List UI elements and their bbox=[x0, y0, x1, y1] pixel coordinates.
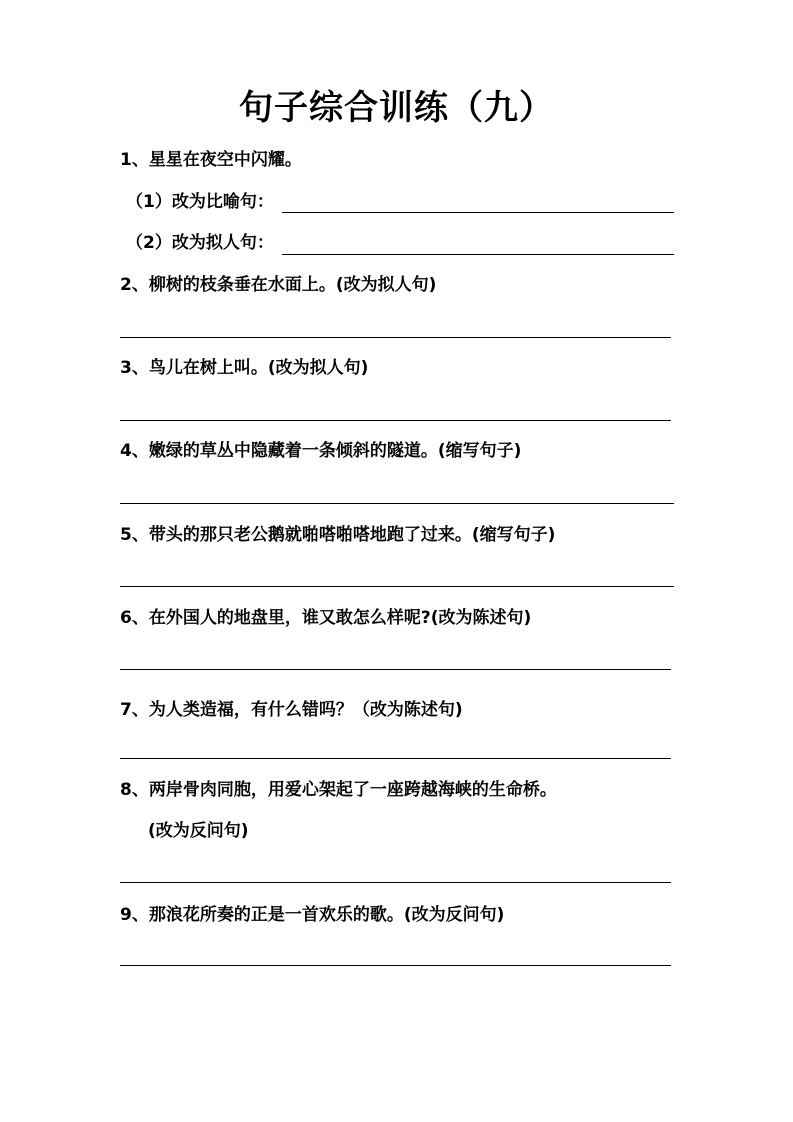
question-3: 3、鸟儿在树上叫。(改为拟人句) bbox=[120, 358, 369, 378]
question-1-part-1-answer-line[interactable] bbox=[282, 212, 674, 213]
question-6: 6、在外国人的地盘里，谁又敢怎么样呢?(改为陈述句) bbox=[120, 608, 532, 628]
question-5: 5、带头的那只老公鹅就啪嗒啪嗒地跑了过来。(缩写句子) bbox=[120, 525, 556, 545]
question-9: 9、那浪花所奏的正是一首欢乐的歌。(改为反问句) bbox=[120, 905, 505, 925]
question-1-part-2-label: （2）改为拟人句： bbox=[126, 233, 274, 253]
question-5-answer-line[interactable] bbox=[120, 586, 674, 587]
page-title: 句子综合训练（九） bbox=[239, 88, 554, 128]
question-1-part-1-label: （1）改为比喻句： bbox=[126, 192, 274, 212]
question-1-part-2-answer-line[interactable] bbox=[282, 254, 674, 255]
question-6-answer-line[interactable] bbox=[120, 669, 671, 670]
question-4-answer-line[interactable] bbox=[120, 503, 674, 504]
question-1: 1、星星在夜空中闪耀。 bbox=[120, 150, 302, 170]
question-3-answer-line[interactable] bbox=[120, 420, 671, 421]
question-4: 4、嫩绿的草丛中隐藏着一条倾斜的隧道。(缩写句子) bbox=[120, 441, 522, 461]
question-7: 7、为人类造福，有什么错吗？（改为陈述句) bbox=[120, 700, 463, 720]
question-8-instruction: (改为反问句) bbox=[148, 821, 249, 841]
question-2-answer-line[interactable] bbox=[120, 337, 671, 338]
question-8: 8、两岸骨肉同胞，用爱心架起了一座跨越海峡的生命桥。 bbox=[120, 780, 557, 800]
question-9-answer-line[interactable] bbox=[120, 965, 671, 966]
question-8-answer-line[interactable] bbox=[120, 882, 671, 883]
question-7-answer-line[interactable] bbox=[120, 758, 671, 759]
question-2: 2、柳树的枝条垂在水面上。(改为拟人句) bbox=[120, 275, 437, 295]
